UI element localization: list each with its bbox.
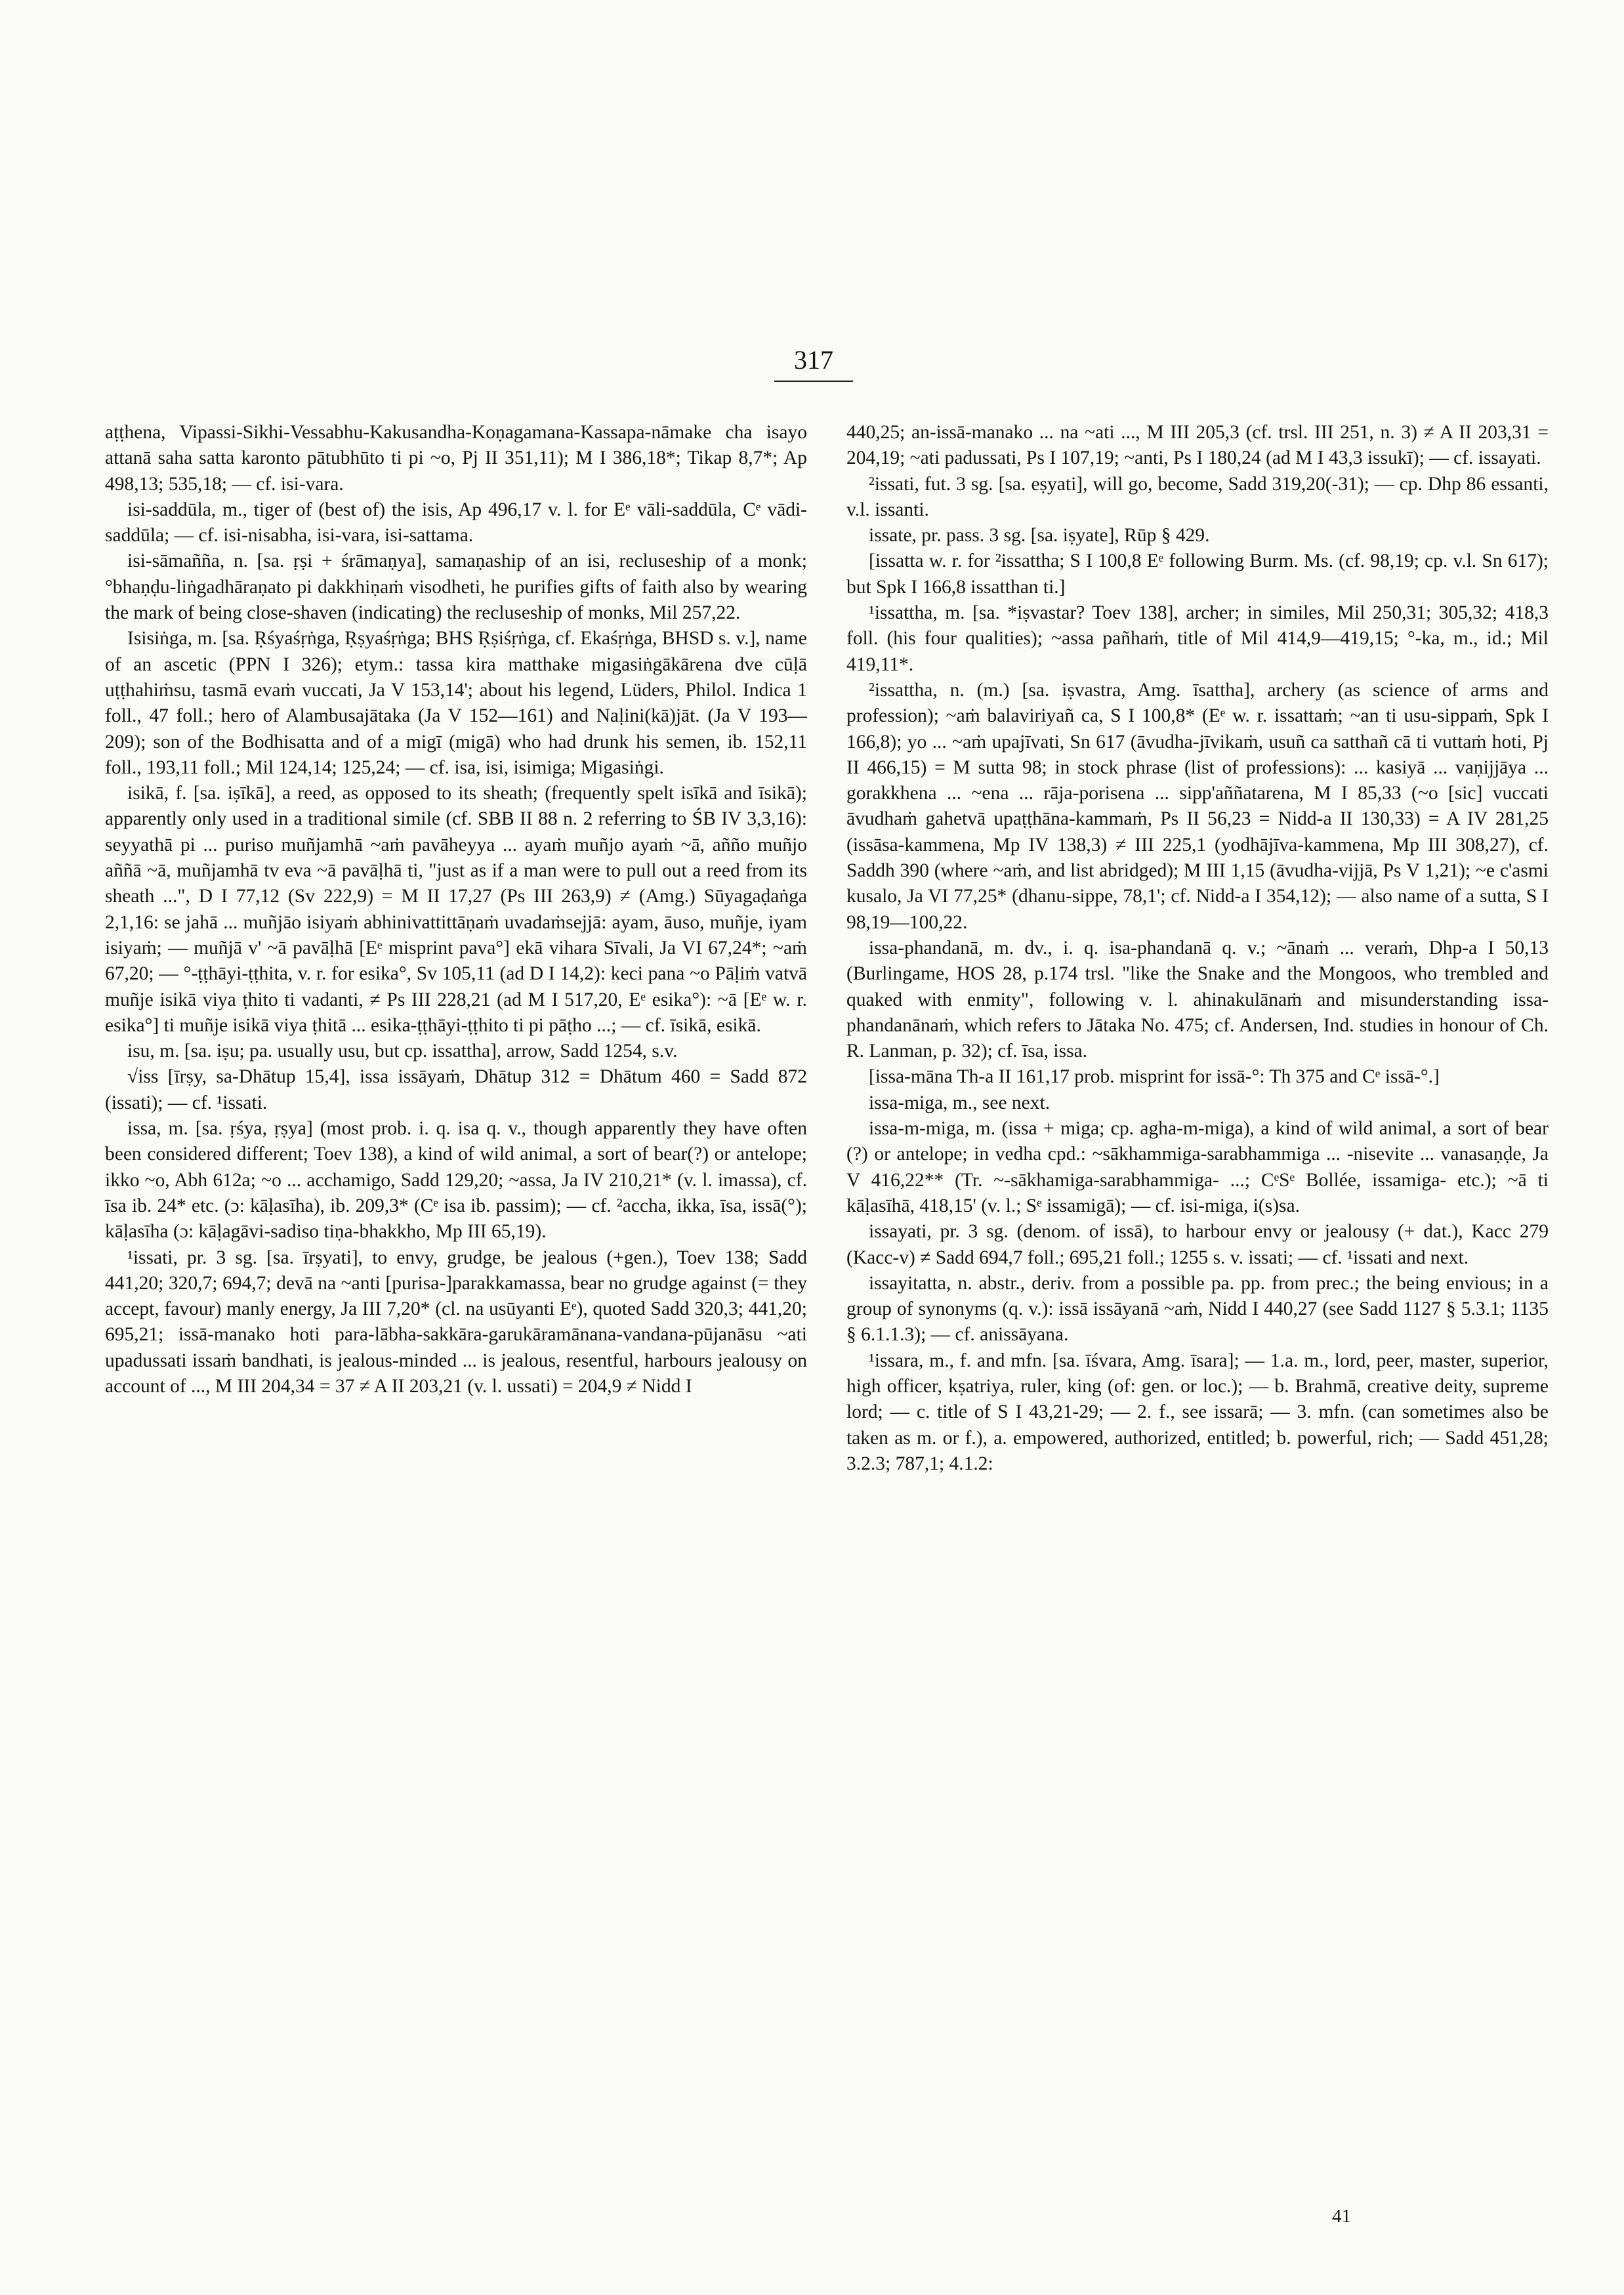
dictionary-entry: issa, m. [sa. ṛśya, ṛṣya] (most prob. i. q. isa q. v., though apparently they have often been considered different; Toev 138), a kind of wild animal, a sort of bear(?) or antelope; ikko ~o, Abh 612a; ~o ... acchamigo, Sadd 129,20; ~assa, Ja IV 210,21* (v. l. imassa), cf. īsa ib. 24* etc. (ɔ: kāḷasīha), ib. 209,3* (Cᵉ isa ib. passim); — cf. ²accha, ikka, īsa, issā(°); kāḷasīha (ɔ: kāḷagāvi-sadiso tiṇa-bhakkho, Mp III 65,19).: [105, 1118, 807, 1243]
dictionary-entry: √iss [īrṣy, sa-Dhātup 15,4], issa issāyaṁ, Dhātup 312 = Dhātum 460 = Sadd 872 (issati); — cf. ¹issati.: [105, 1066, 807, 1113]
dictionary-entry: isikā, f. [sa. iṣīkā], a reed, as opposed to its sheath; (frequently spelt isīkā and īsikā); apparently only used in a traditional simile (cf. SBB II 88 n. 2 referring to ŚB IV 3,3,16): seyyathā pi ... puriso muñjamhā ~aṁ pavāheyya ... ayaṁ muñjo ayaṁ ~ā, añño muñjo aññā ~ā, muñjamhā tv eva ~ā pavāḷhā ti, "just as if a man were to pull out a reed from its sheath ...", D I 77,12 (Sv 222,9) = M II 17,27 (Ps III 263,9) ≠ (Amg.) Sūyagaḍaṅga 2,1,16: se jahā ... muñjāo isiyaṁ abhinivattittāṇaṁ uvadaṁsejjā: ayam, āuso, muñje, iyam isiyaṁ; — muñjā v' ~ā pavāḷhā [Eᵉ misprint pava°] ekā vihara Sīvali, Ja VI 67,24*; ~aṁ 67,20; — °-ṭṭhāyi-ṭṭhita, v. r. for esika°, Sv 105,11 (ad D I 14,2): keci pana ~o Pāḷiṁ vatvā muñje isikā viya ṭhito ti vadanti, ≠ Ps III 228,21 (ad M I 517,20, Eᵉ esika°): ~ā [Eᵉ w. r. esika°] ti muñje isikā viya ṭhitā ... esika-ṭṭhāyi-ṭṭhito ti pi pāṭho ...; — cf. īsikā, esikā.: [105, 783, 807, 1036]
dictionary-entry: 440,25; an-issā-manako ... na ~ati ..., M III 205,3 (cf. trsl. III 251, n. 3) ≠ A II 203,31 = 204,19; ~ati padussati, Ps I 107,19; ~anti, Ps I 180,24 (ad M I 43,3 issukī); — cf. issayati.: [846, 422, 1549, 469]
dictionary-entry: [issa-māna Th-a II 161,17 prob. misprint for issā-°: Th 375 and Cᵉ issā-°.]: [869, 1066, 1440, 1088]
signature-mark: 41: [1332, 2206, 1351, 2227]
dictionary-entry: ²issattha, n. (m.) [sa. iṣvastra, Amg. īsattha], archery (as science of arms and profession); ~aṁ balaviriyañ ca, S I 100,8* (Eᵉ w. r. issattaṁ; ~an ti usu-sippaṁ, Spk I 166,8); yo ... ~aṁ upajīvati, Sn 617 (āvudha-jīvikaṁ, usuñ ca satthañ cā ti vuttaṁ hoti, Pj II 466,15) = M sutta 98; in stock phrase (list of professions): ... kasiyā ... vaṇijjāya ... gorakkhena ... ~ena ... rāja-porisena ... sipp'aññatarena, M I 85,33 (~o [sic] vuccati āvudhaṁ gahetvā upaṭṭhāna-kammaṁ, Ps II 56,23 = Nidd-a II 130,33) = A IV 281,25 (issāsa-kammena, Mp IV 138,3) ≠ III 225,1 (yodhājīva-kammena, Mp III 308,27), cf. Saddh 390 (where ~aṁ, and list abridged); M III 1,15 (āvudha-vijjā, Ps V 1,21); ~e c'asmi kusalo, Ja VI 77,25* (dhanu-sippe, 78,1'; cf. Nidd-a I 354,12); — also name of a sutta, S I 98,19—100,22.: [846, 679, 1549, 933]
dictionary-entry: issayitatta, n. abstr., deriv. from a possible pa. pp. from prec.; the being envious; in a group of synonyms (q. v.): issā issāyanā ~aṁ, Nidd I 440,27 (see Sadd 1127 § 5.3.1; 1135 § 6.1.1.3); — cf. anissāyana.: [846, 1272, 1549, 1346]
dictionary-entry: issayati, pr. 3 sg. (denom. of issā), to harbour envy or jealousy (+ dat.), Kacc 279 (Kacc-v) ≠ Sadd 694,7 foll.; 695,21 foll.; 1255 s. v. issati; — cf. ¹issati and next.: [846, 1221, 1549, 1268]
dictionary-entry: [issatta w. r. for ²issattha; S I 100,8 Eᵉ following Burm. Ms. (cf. 98,19; cp. v.l. Sn 617); but Spk I 166,8 issatthan ti.]: [846, 550, 1549, 598]
dictionary-entry: ¹issara, m., f. and mfn. [sa. īśvara, Amg. īsara]; — 1.a. m., lord, peer, master, superior, high officer, kṣatriya, ruler, king (of: gen. or loc.); — b. Brahmā, creative deity, supreme lord; — c. title of S I 43,21-29; — 2. f., see issarā; — 3. mfn. (can sometimes also be taken as m. or f.), a. empowered, authorized, entitled; b. powerful, rich; — Sadd 451,28; 3.2.3; 787,1; 4.1.2:: [846, 1350, 1549, 1474]
dictionary-entry: issa-phandanā, m. dv., i. q. isa-phandanā q. v.; ~ānaṁ ... veraṁ, Dhp-a I 50,13 (Burlingame, HOS 28, p.174 trsl. "like the Snake and the Mongoos, who trembled and quaked with enmity", following v. l. ahinakulānaṁ and misunderstanding issa-phandanānaṁ, which refers to Jātaka No. 475; cf. Andersen, Ind. studies in honour of Ch. R. Lanman, p. 32); cf. īsa, issa.: [846, 937, 1549, 1062]
dictionary-entry: ²issati, fut. 3 sg. [sa. eṣyati], will go, become, Sadd 319,20(-31); — cp. Dhp 86 essanti, v.l. issanti.: [846, 473, 1549, 520]
page-number: 317: [794, 345, 833, 375]
dictionary-entry: issa-m-miga, m. (issa + miga; cp. agha-m-miga), a kind of wild animal, a sort of bear (?) or antelope; in vedha cpd.: ~sākhammiga-sarabhammiga ... -nisevite ... vanasaṇḍe, Ja V 416,22** (Tr. ~-sākhamiga-sarabhammiga- ...; CᵉSᵉ Bollée, issamiga- etc.); ~ā ti kāḷasīhā, 418,15' (v. l.; Sᵉ issamigā); — cf. isi-miga, i(s)sa.: [846, 1118, 1549, 1216]
left-column: [105, 420, 807, 1399]
right-column: [846, 420, 1549, 1477]
dictionary-entry: issa-miga, m., see next.: [869, 1092, 1051, 1113]
dictionary-entry: Isisiṅga, m. [sa. Ṛśyaśṛṅga, Ṛṣyaśṛṅga; BHS Ṛṣiśṛṅga, cf. Ekaśṛṅga, BHSD s. v.], name of an ascetic (PPN I 326); etym.: tassa kira matthake migasiṅgākārena dve cūḷā uṭṭhahiṁsu, tasmā evaṁ vuccati, Ja V 153,14'; about his legend, Lüders, Philol. Indica 1 foll., 47 foll.; hero of Alambusajātaka (Ja V 152—161) and Naḷini(kā)jāt. (Ja V 193—209); son of the Bodhisatta and of a migī (migā) who had drunk his semen, ib. 152,11 foll., 193,11 foll.; Mil 124,14; 125,24; — cf. isa, isi, isimiga; Migasiṅgi.: [105, 628, 807, 778]
dictionary-entry: ¹issattha, m. [sa. *iṣvastar? Toev 138], archer; in similes, Mil 250,31; 305,32; 418,3 foll. (his four qualities); ~assa pañhaṁ, title of Mil 414,9—419,15; °-ka, m., id.; Mil 419,11*.: [846, 602, 1549, 675]
dictionary-entry: isi-sāmañña, n. [sa. ṛṣi + śrāmaṇya], samaṇaship of an isi, recluseship of a monk; °bhaṇḍu-liṅgadhāraṇato pi dakkhiṇaṁ visodheti, he purifies gifts of faith also by wearing the mark of being close-shaven (indicating) the recluseship of monks, Mil 257,22.: [105, 550, 807, 624]
dictionary-entry: isi-saddūla, m., tiger of (best of) the isis, Ap 496,17 v. l. for Eᵉ vāli-saddūla, Cᵉ vādi-saddūla; — cf. isi-nisabha, isi-vara, isi-sattama.: [105, 499, 807, 547]
dictionary-entry: issate, pr. pass. 3 sg. [sa. iṣyate], Rūp § 429.: [869, 525, 1210, 547]
dictionary-entry: aṭṭhena, Vipassi-Sikhi-Vessabhu-Kakusandha-Koṇagamana-Kassapa-nāmake cha isayo attanā saha satta karonto pātubhūto ti pi ~o, Pj II 351,11); M I 386,18*; Tikap 8,7*; Ap 498,13; 535,18; — cf. isi-vara.: [105, 422, 807, 495]
dictionary-entry: isu, m. [sa. iṣu; pa. usually usu, but cp. issattha], arrow, Sadd 1254, s.v.: [127, 1041, 678, 1062]
dictionary-entry: ¹issati, pr. 3 sg. [sa. īrṣyati], to envy, grudge, be jealous (+gen.), Toev 138; Sadd 441,20; 320,7; 694,7; devā na ~anti [purisa-]parakkamassa, bear no grudge against (= they accept, favour) manly energy, Ja III 7,20* (cl. na usūyanti Eᵉ), quoted Sadd 320,3; 441,20; 695,21; issā-manako hoti para-lābha-sakkāra-garukāramānana-vandana-pūjanāsu ~ati upadussati issaṁ bandhati, is jealous-minded ... is jealous, resentful, harbours jealousy on account of ..., M III 204,34 = 37 ≠ A II 203,21 (v. l. ussati) = 204,9 ≠ Nidd I: [105, 1247, 807, 1397]
page-number-rule: [774, 381, 853, 382]
